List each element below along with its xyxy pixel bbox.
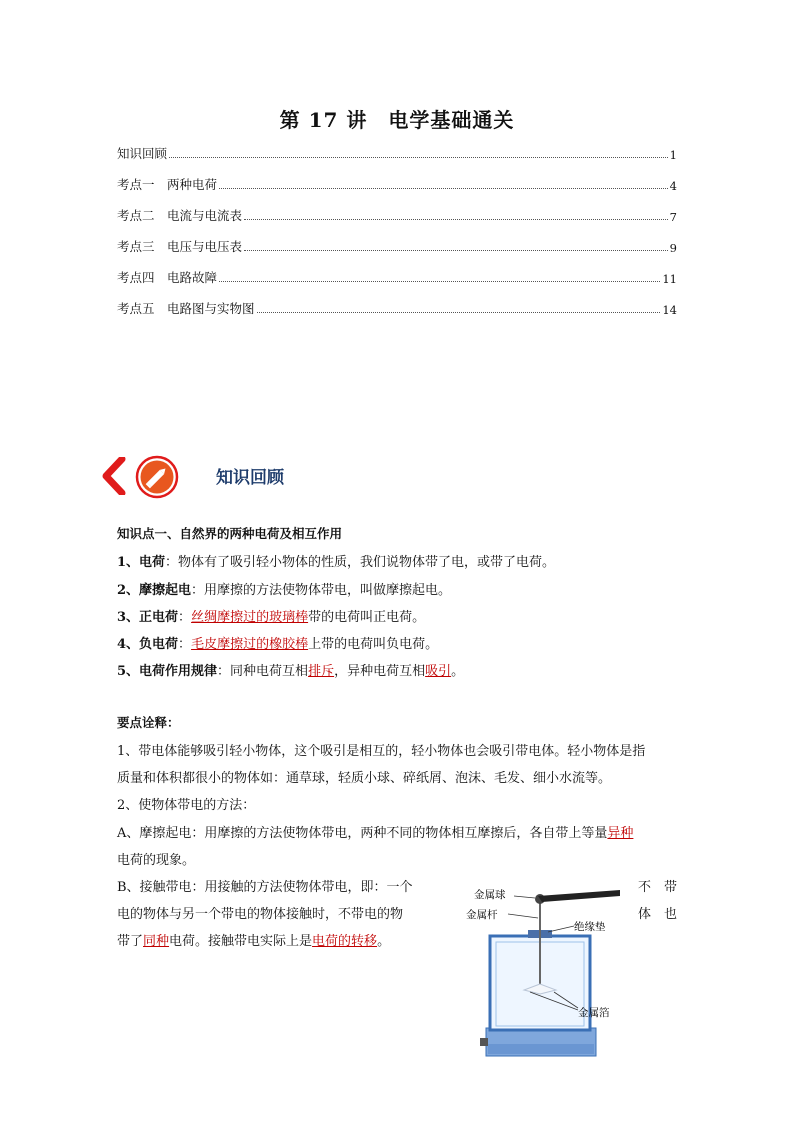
toc-leader [244, 218, 668, 220]
page-title: 第 17 讲 电学基础通关 [279, 108, 515, 132]
definition: ：物体有了吸引轻小物体的性质，我们说物体带了电，或带了电荷。 [165, 555, 556, 570]
knowledge-point-heading: 知识点一、自然界的两种电荷及相互作用 [117, 526, 343, 541]
highlighted-answer: 丝绸摩擦过的玻璃棒 [191, 610, 309, 625]
note-paragraph: B、接触带电：用接触的方法使物体带电，即：一个 [117, 880, 413, 895]
figure-label-rod: 金属杆 [466, 909, 498, 921]
note-paragraph [117, 930, 390, 949]
toc-page-number: 9 [669, 241, 677, 255]
toc-page-number: 14 [662, 303, 677, 317]
toc-page-number: 11 [662, 272, 677, 286]
term: 1、电荷 [117, 555, 166, 570]
list-item [117, 579, 451, 598]
term: 2、摩擦起电 [117, 583, 192, 598]
highlighted-answer: 排斥 [308, 664, 335, 679]
note-text: 带了 [117, 934, 144, 949]
note-paragraph: 电荷的现象。 [117, 853, 196, 868]
toc-page-number: 7 [669, 210, 677, 224]
toc-label: 考点四 电路故障 [117, 270, 218, 285]
toc-leader [244, 249, 668, 251]
list-item [117, 551, 555, 570]
toc-entry-topic-2[interactable] [117, 204, 677, 224]
note-text: A、摩擦起电：用摩擦的方法使物体带电，两种不同的物体相互摩擦后，各自带上等量 [117, 826, 608, 841]
toc-entry-topic-5[interactable] [117, 297, 677, 317]
figure-label-foil: 金属箔 [578, 1007, 610, 1019]
toc-label: 考点三 电压与电压表 [117, 239, 243, 254]
note-paragraph: 1、带电体能够吸引轻小物体，这个吸引是相互的，轻小物体也会吸引带电体。轻小物体是指 [117, 744, 646, 759]
list-item [117, 660, 464, 679]
toc-leader [169, 156, 668, 158]
note-paragraph: 电的物体与另一个带电的物体接触时，不带电的物 [117, 907, 404, 922]
figure-label-pad: 绝缘垫 [574, 921, 606, 933]
definition: ：同种电荷互相 [217, 664, 309, 679]
colon: ： [178, 610, 192, 625]
toc-entry-topic-3[interactable] [117, 235, 677, 255]
note-text: 不 带 [638, 880, 678, 895]
toc-label: 考点五 电路图与实物图 [117, 301, 255, 316]
term: 3、正电荷 [117, 610, 179, 625]
colon: ： [178, 637, 192, 652]
notes-heading: 要点诠释： [117, 715, 180, 730]
section-header [98, 453, 358, 501]
toc-page-number: 4 [669, 179, 677, 193]
definition: ：用摩擦的方法使物体带电，叫做摩擦起电。 [191, 583, 452, 598]
electroscope-figure [462, 878, 622, 1060]
toc-leader [219, 280, 660, 282]
definition: ，异种电荷互相 [334, 664, 426, 679]
highlighted-answer: 电荷的转移 [312, 934, 378, 949]
toc-page-number: 1 [669, 148, 677, 162]
term: 4、负电荷 [117, 637, 179, 652]
highlighted-answer: 毛皮摩擦过的橡胶棒 [191, 637, 309, 652]
note-paragraph: 质量和体积都很小的物体如：通草球，轻质小球、碎纸屑、泡沫、毛发、细小水流等。 [117, 771, 612, 786]
toc-leader [257, 311, 661, 313]
toc-entry-review[interactable] [117, 142, 677, 162]
highlighted-answer: 异种 [607, 826, 634, 841]
note-text: 电荷。接触带电实际上是 [169, 934, 313, 949]
toc-entry-topic-1[interactable] [117, 173, 677, 193]
section-title: 知识回顾 [216, 468, 284, 488]
list-item [117, 606, 425, 625]
figure-label-ball: 金属球 [474, 889, 506, 901]
toc-leader [219, 187, 668, 189]
toc-entry-topic-4[interactable] [117, 266, 677, 286]
highlighted-answer: 同种 [143, 934, 170, 949]
definition: 上带的电荷叫负电荷。 [308, 637, 439, 652]
note-paragraph: 2、使物体带电的方法： [117, 798, 256, 813]
pencil-icon [135, 455, 179, 499]
chevron-left-icon [98, 457, 130, 495]
toc-label: 知识回顾 [117, 146, 168, 161]
punctuation: 。 [451, 664, 465, 679]
toc-label: 考点一 两种电荷 [117, 177, 218, 192]
definition: 带的电荷叫正电荷。 [308, 610, 426, 625]
note-text: 体 也 [638, 907, 678, 922]
note-paragraph [117, 822, 633, 841]
highlighted-answer: 吸引 [425, 664, 452, 679]
punctuation: 。 [377, 934, 391, 949]
term: 5、电荷作用规律 [117, 664, 218, 679]
toc-label: 考点二 电流与电流表 [117, 208, 243, 223]
list-item [117, 633, 438, 652]
